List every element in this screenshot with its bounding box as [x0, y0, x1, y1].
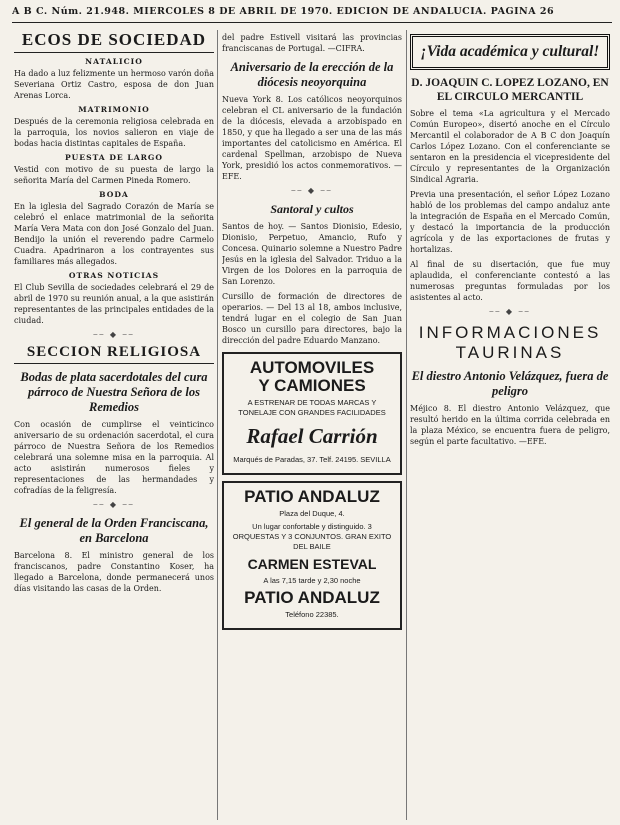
ad-autos-line3: A ESTRENAR DE TODAS MARCAS Y TONELAJE CON GRANDES FACILIDADES [238, 398, 386, 417]
intro-text: del padre Estivell visitará las provincias franciscanas de Portugal. —CIFRA. [222, 33, 402, 53]
puesta-text: Vestid con motivo de su puesta de largo la señorita María del Carmen Pineda Romero. [14, 165, 214, 185]
column-rule-2 [406, 30, 407, 820]
puesta-head: PUESTA DE LARGO [64, 153, 164, 162]
ornament-divider: ⎯⎯ ◆ ⎯⎯ [291, 186, 333, 195]
ad-patio-desc: Un lugar confortable y distinguido. 3 ORQUESTAS Y 3 CONJUNTOS. GRAN EXITO DEL BAILE [232, 522, 392, 551]
bodas-plata-title: Bodas de plata sacerdotales del cura párroco de Nuestra Señora de los Remedios [20, 370, 208, 414]
ad-autos-line1: AUTOMOVILES [249, 358, 375, 377]
bodas-plata-text: Con ocasión de cumplirse el veinticinco aniversario de su ordenación sacerdotal, el cura párroco de Nuestra Señora de los Remedios celebrará una solemne misa en la parroquia. Al acto asistirán numerosos fieles y representaciones de las hermandades y cofradías de la feligresía. [14, 420, 214, 495]
diestro-text: Méjico 8. El diestro Antonio Velázquez, que resultó herido en la última corrida celebrada en la plaza México, se encuentra fuera de peligro, según el parte facultativo. —EFE. [410, 404, 610, 446]
matrimonio-text: Después de la ceremonia religiosa celebrada en la parroquia, los novios salieron en viaje de bodas hacia distintas capitales de España. [14, 117, 214, 148]
aniversario-text: Nueva York 8. Los católicos neoyorquinos celebran el CL aniversario de la fundación de la diócesis, elevada a arzobispado en 1850, y que ha llegado a ser una de las más importantes del catolicismo en América. El cardenal Spellman, arzobispo de Nueva York, presidió los actos conmemorativos. —EFE. [222, 95, 402, 181]
otras-head: OTRAS NOTICIAS [68, 271, 160, 280]
cursillo-text: Cursillo de formación de directores de operarios. — Del 13 al 18, ambos inclusive, tendrá lugar en el colegio de San Juan Bosco un cursillo para directores, bajo la dirección del padre Eduardo Manzano. [222, 292, 402, 345]
ad-autos-address: Marqués de Paradas, 37. Telf. 24195. SEVILLA [233, 455, 391, 464]
ad-patio-phone: Teléfono 22385. [285, 610, 339, 619]
ad-patio-times: A las 7,15 tarde y 2,30 noche [263, 576, 361, 585]
column-rule-1 [217, 30, 218, 820]
natalicio-text: Ha dado a luz felizmente un hermoso varón doña Severiana Ortiz Castro, esposa de don Juan Arenas Lorca. [14, 69, 214, 100]
lopez-text-3: Al final de su disertación, que fue muy aplaudida, el conferenciante contestó a las numerosas preguntas formuladas por los asistentes al acto. [410, 260, 610, 302]
ad-autos-line2: Y CAMIONES [258, 376, 366, 395]
lopez-lozano-title: D. JOAQUIN C. LOPEZ LOZANO, EN EL CIRCULO MERCANTIL [411, 77, 609, 103]
ad-patio-line1: PATIO ANDALUZ [244, 487, 380, 506]
matrimonio-head: MATRIMONIO [78, 105, 150, 114]
ornament-divider: ⎯⎯ ◆ ⎯⎯ [93, 500, 135, 509]
ad-patio-line2: PATIO ANDALUZ [244, 588, 380, 607]
ornament-divider: ⎯⎯ ◆ ⎯⎯ [489, 307, 531, 316]
santoral-title: Santoral y cultos [270, 202, 354, 216]
ad-autos-name: Rafael Carrión [246, 424, 378, 448]
column-1 [14, 30, 214, 820]
lopez-text-2: Previa una presentación, el señor López Lozano habló de los problemas del campo andaluz ante la integración de España en el Mercado Común, y destacó la importancia de la producción agrícola y de las exportaciones de frutas y hortalizas. [410, 190, 610, 254]
vida-academica-banner: ¡Vida académica y cultural! [410, 34, 610, 70]
diestro-title: El diestro Antonio Velázquez, fuera de peligro [411, 369, 609, 398]
page-header: A B C. Núm. 21.948. MIERCOLES 8 DE ABRIL DE 1970. EDICION DE ANDALUCIA. PAGINA 26 [12, 6, 612, 23]
otras-text: El Club Sevilla de sociedades celebrará el 29 de abril de 1970 su reunión anual, a la que asistirán representantes de las principales entidades de la ciudad. [14, 283, 214, 325]
seccion-religiosa-title: SECCION RELIGIOSA [14, 344, 214, 364]
boda-text: En la iglesia del Sagrado Corazón de María se celebró el enlace matrimonial de la señorita María Vera Mata con don José Gonzalo del Juan. Bendijo la unión el reverendo padre Carmelo Cuadra. Apadrinaron a los contrayentes sus familiares más allegados. [14, 202, 214, 266]
ad-patio-star: CARMEN ESTEVAL [247, 556, 377, 572]
general-text: Barcelona 8. El ministro general de los franciscanos, padre Constantino Koser, ha llegado a Barcelona, donde permanecerá unos días visitando las casas de la Orden. [14, 551, 214, 593]
ad-patio-andaluz [222, 481, 402, 630]
column-3 [410, 30, 610, 820]
ecos-title: ECOS DE SOCIEDAD [14, 30, 214, 53]
general-title: El general de la Orden Franciscana, en Barcelona [19, 516, 209, 545]
santoral-text: Santos de hoy. — Santos Dionisio, Edesio, Dionisio, Perpetuo, Amancio, Rufo y Concesa. Quinario solemne a Nuestro Padre Jesús en la iglesia del Salvador. Triduo a la Virgen de los Dolores en la parroquia de San Lorenzo. [222, 222, 402, 286]
column-2 [222, 30, 402, 820]
boda-head: BODA [99, 190, 129, 199]
aniversario-title: Aniversario de la erección de la diócesis neoyorquina [230, 60, 394, 89]
ad-automoviles [222, 352, 402, 475]
informaciones-taurinas-title: INFORMACIONES TAURINAS [418, 323, 602, 362]
ad-patio-address: Plaza del Duque, 4. [279, 509, 345, 518]
natalicio-head: NATALICIO [85, 57, 143, 66]
lopez-text-1: Sobre el tema «La agricultura y el Mercado Común Europeo», disertó anoche en el Círculo Mercantil el colaborador de A B C don Joaquín Carlos López Lozano. Con el conferenciante se sentaron en la presidencia el vicepresidente del Círculo y representantes de la Organización Sindical Agraria. [410, 109, 610, 184]
ornament-divider: ⎯⎯ ◆ ⎯⎯ [93, 330, 135, 339]
